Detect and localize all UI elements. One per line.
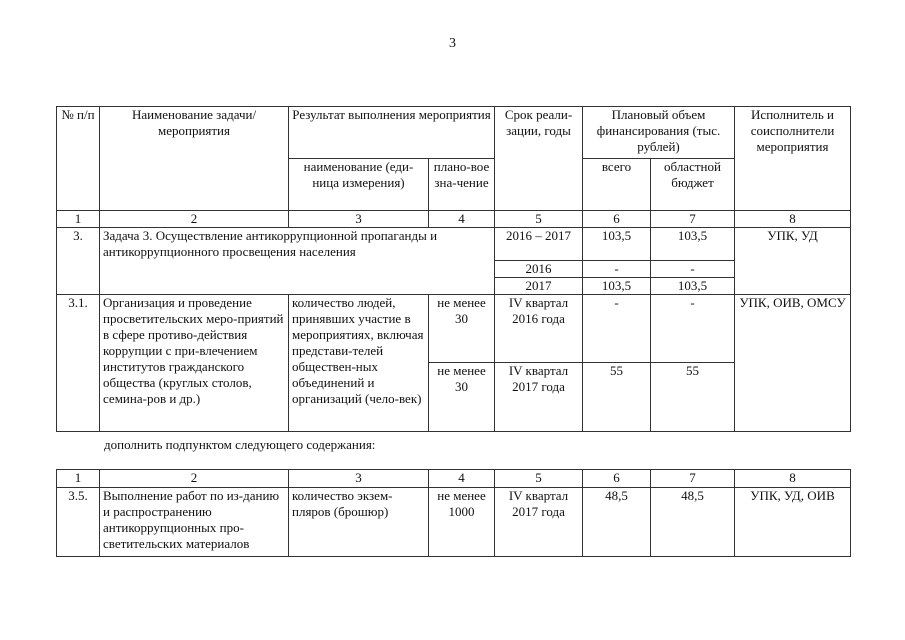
task3-row <box>57 228 851 261</box>
page-number: 3 <box>449 36 456 51</box>
task3-term: 2016 <box>495 261 583 278</box>
task3-text: Задача 3. Осуществление антикоррупционной пропаганды и антикоррупционного просвещения населения <box>100 228 495 295</box>
item31-row <box>57 295 851 363</box>
amendment-note: дополнить подпунктом следующего содержания: <box>104 437 376 452</box>
task3-term: 2017 <box>495 278 583 295</box>
item31-text: Организация и проведение просветительских меро-приятий в сфере противо-действия коррупции с при-влечением институтов гражданского общества (круглых столов, семина-ров и др.) <box>100 295 289 432</box>
item35-term: IV квартал 2017 года <box>495 488 583 557</box>
task3-regional: 103,5 <box>651 278 735 295</box>
header-result-plan: плано-вое зна-чение <box>429 159 495 211</box>
header-task: Наименование задачи/мероприятия <box>100 107 289 211</box>
col-number: 8 <box>735 470 851 488</box>
header-term: Срок реали-зации, годы <box>495 107 583 211</box>
item31-regional: 55 <box>651 363 735 432</box>
col-number: 1 <box>57 470 100 488</box>
task3-regional: - <box>651 261 735 278</box>
col-number: 6 <box>583 470 651 488</box>
task3-total: 103,5 <box>583 278 651 295</box>
column-numbers-row <box>57 470 851 488</box>
item35-result-name: количество экзем-пляров (брошюр) <box>289 488 429 557</box>
header-num: № п/п <box>57 107 100 211</box>
col-number: 4 <box>429 211 495 228</box>
item35-executor: УПК, УД, ОИВ <box>735 488 851 557</box>
item31-result-name: количество людей, принявших участие в мероприятиях, включая представи-телей обществен-ных объединений и организаций (чело-век) <box>289 295 429 432</box>
item31-total: - <box>583 295 651 363</box>
column-numbers-row <box>57 211 851 228</box>
item31-num: 3.1. <box>57 295 100 432</box>
task3-executor: УПК, УД <box>735 228 851 295</box>
header-result-name: наименование (еди-ница измерения) <box>289 159 429 211</box>
measures-table <box>56 106 851 432</box>
item35-num: 3.5. <box>57 488 100 557</box>
task3-total: - <box>583 261 651 278</box>
header-funding-total: всего <box>583 159 651 211</box>
item35-plan: не менее 1000 <box>429 488 495 557</box>
item31-term: IV квартал 2016 года <box>495 295 583 363</box>
col-number: 3 <box>289 470 429 488</box>
header-executor: Исполнитель и соисполнители мероприятия <box>735 107 851 211</box>
item35-text: Выполнение работ по из-данию и распространению антикоррупционных про-светительских материалов <box>100 488 289 557</box>
item31-total: 55 <box>583 363 651 432</box>
item31-plan: не менее 30 <box>429 363 495 432</box>
item31-plan: не менее 30 <box>429 295 495 363</box>
col-number: 6 <box>583 211 651 228</box>
item31-regional: - <box>651 295 735 363</box>
task3-regional: 103,5 <box>651 228 735 261</box>
col-number: 2 <box>100 470 289 488</box>
item35-regional: 48,5 <box>651 488 735 557</box>
col-number: 8 <box>735 211 851 228</box>
header-row <box>57 107 851 159</box>
item31-executor: УПК, ОИВ, ОМСУ <box>735 295 851 432</box>
header-funding: Плановый объем финансирования (тыс. рублей) <box>583 107 735 159</box>
col-number: 7 <box>651 470 735 488</box>
col-number: 1 <box>57 211 100 228</box>
item31-term: IV квартал 2017 года <box>495 363 583 432</box>
header-result: Результат выполнения мероприятия <box>289 107 495 159</box>
item35-row <box>57 488 851 557</box>
item35-total: 48,5 <box>583 488 651 557</box>
header-funding-regional: областной бюджет <box>651 159 735 211</box>
col-number: 7 <box>651 211 735 228</box>
task3-total: 103,5 <box>583 228 651 261</box>
addition-table <box>56 469 851 557</box>
col-number: 3 <box>289 211 429 228</box>
col-number: 5 <box>495 211 583 228</box>
col-number: 5 <box>495 470 583 488</box>
col-number: 4 <box>429 470 495 488</box>
task3-term: 2016 – 2017 <box>495 228 583 261</box>
col-number: 2 <box>100 211 289 228</box>
task3-num: 3. <box>57 228 100 295</box>
